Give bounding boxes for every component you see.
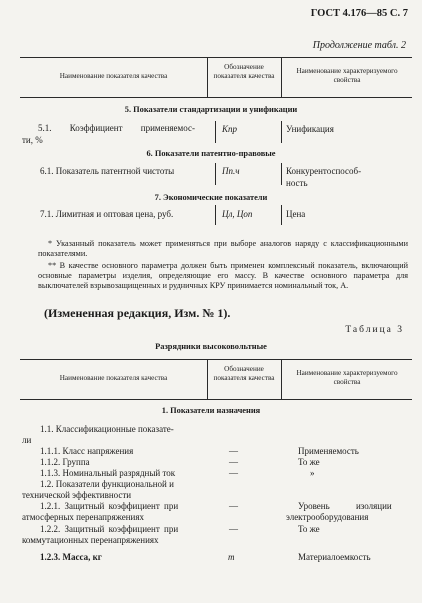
table3-header-symbol: Обозначение показателя качества	[213, 365, 275, 382]
table2-header-symbol: Обозначение показателя качества	[213, 63, 275, 80]
table3-row-1-2-2-name-cont: коммутационных перенапряжениях	[22, 535, 159, 545]
table3-row-1-2-3-property: Материалоемкость	[298, 552, 371, 562]
table2-top-rule	[20, 57, 412, 58]
table2-row-6-1-property-cont: ность	[286, 178, 308, 188]
table2-row-7-divider-1	[215, 205, 216, 225]
table3-top-rule	[20, 359, 412, 360]
table2-header-rule	[20, 97, 412, 98]
table3-row-1-1-name: 1.1. Классификационные показате-	[40, 424, 174, 434]
table3-row-1-1-1-symbol: —	[229, 446, 238, 456]
table2-row-6-divider-1	[215, 163, 216, 185]
table3-row-1-2-3-symbol: m	[228, 552, 235, 562]
table3-header-name: Наименование показателя качества	[59, 374, 168, 382]
footnote-1: * Указанный показатель может применяться при выборе аналогов наряду с классификационными показателями.	[38, 239, 408, 258]
table3-row-1-1-2-property: То же	[298, 457, 320, 467]
table3-row-1-1-3-name: 1.1.3. Номинальный разрядный ток	[40, 468, 176, 478]
table2-row-5-1-name: 5.1. Коэффициент применяемос-	[38, 123, 195, 133]
table3-row-1-2-3-name: 1.2.3. Масса, кг	[40, 552, 102, 562]
table3-row-1-2-2-property: То же	[298, 524, 320, 534]
table3-row-1-1-1-property: Применяемость	[298, 446, 359, 456]
table3-header-property: Наименование характеризуемого свойства	[296, 369, 398, 386]
table2-section-5: 5. Показатели стандартизации и унификации	[124, 105, 298, 114]
table3-row-1-2-1-name: 1.2.1. Защитный коэффициент при	[40, 501, 179, 511]
table2-header-name: Наименование показателя качества	[59, 72, 168, 80]
table2-section-6: 6. Показатели патентно-правовые	[146, 149, 276, 158]
table3-row-1-2-2-name: 1.2.2. Защитный коэффициент при	[40, 524, 179, 534]
table3-title: Разрядники высоковольтные	[155, 342, 267, 351]
table2-row-5-1-name-cont: ти, %	[22, 135, 43, 145]
table3-row-1-2-name: 1.2. Показатели функциональной и	[40, 479, 174, 489]
table3-header-rule	[20, 399, 412, 400]
table3-row-1-2-1-property-cont: электрооборудования	[286, 512, 369, 522]
table2-row-5-1-symbol: Kпр	[222, 124, 238, 134]
table3-section-1: 1. Показатели назначения	[161, 406, 261, 415]
table2-row-5-1-property: Унификация	[286, 124, 334, 134]
table3-row-1-2-2-symbol: —	[229, 524, 238, 534]
table3-row-1-1-3-property: »	[310, 468, 315, 478]
table2-row-7-1-symbol: Цл, Цоп	[222, 209, 253, 219]
table2-row-6-divider-2	[281, 163, 282, 185]
table2-row-7-1-property: Цена	[286, 209, 306, 219]
table3-row-1-2-1-property: Уровень изоляции	[298, 501, 392, 511]
table3-row-1-2-name-cont: технической эффективности	[22, 490, 132, 500]
table3-row-1-1-3-symbol: —	[229, 468, 238, 478]
table2-col-divider-2	[281, 57, 282, 97]
table2-row-6-1-name: 6.1. Показатель патентной чистоты	[40, 166, 175, 176]
table-continuation: Продолжение табл. 2	[312, 40, 406, 51]
table3-label: Таблица 3	[345, 325, 404, 335]
table2-row-7-1-name: 7.1. Лимитная и оптовая цена, руб.	[40, 209, 174, 219]
table3-row-1-2-1-name-cont: атмосферных перенапряжениях	[22, 512, 144, 522]
page-header: ГОСТ 4.176—85 С. 7	[310, 8, 408, 19]
table3-row-1-2-1-symbol: —	[229, 501, 238, 511]
table3-row-1-1-name-cont: ли	[22, 435, 32, 445]
table3-col-divider-2	[281, 359, 282, 399]
table2-section-7: 7. Экономические показатели	[154, 193, 268, 202]
table2-row-6-1-property: Конкурентоспособ-	[286, 166, 362, 176]
table3-row-1-1-2-name: 1.1.2. Группа	[40, 457, 90, 467]
table2-row-5-divider-2	[281, 121, 282, 143]
table2-row-5-divider-1	[215, 121, 216, 143]
footnote-2: ** В качестве основного параметра должен быть применен комплексный показатель, включающий основные параметры изделия, определяющие его массу. В качестве основного параметра для выключателей взрывозащищенных и рудничных КРУ принимается номинальный ток, А.	[38, 261, 408, 290]
table2-header-property: Наименование характеризуемого свойства	[296, 67, 398, 84]
edited-note: (Измененная редакция, Изм. № 1).	[44, 306, 231, 320]
table2-row-6-1-symbol: Пп.ч	[222, 166, 240, 176]
table3-row-1-1-1-name: 1.1.1. Класс напряжения	[40, 446, 134, 456]
table3-row-1-1-2-symbol: —	[229, 457, 238, 467]
table2-row-7-divider-2	[281, 205, 282, 225]
